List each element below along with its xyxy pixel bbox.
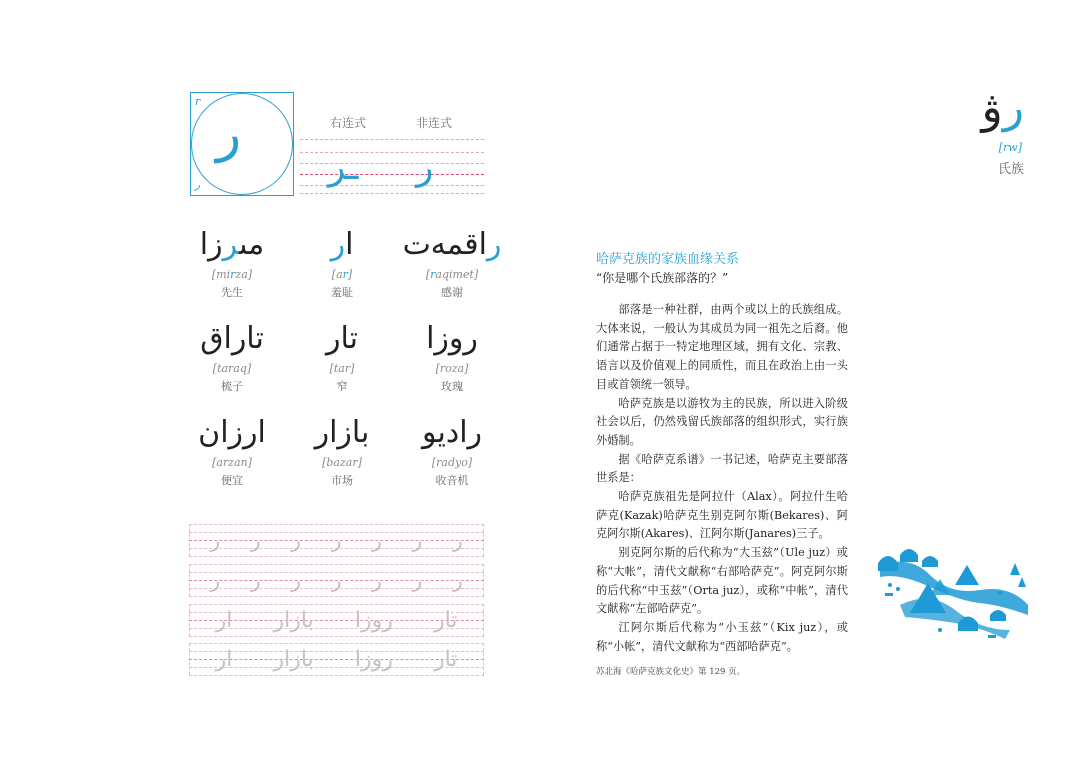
practice-glyph: ر [372, 528, 382, 552]
header-letter-base: ۋ [981, 82, 1003, 133]
vocab-word: مىرزا [199, 227, 265, 262]
vocab-meaning: 窄 [336, 380, 348, 393]
practice-strip-letters [189, 564, 484, 596]
practice-word: بازار [273, 607, 314, 633]
vocab-word: ارزان [198, 415, 266, 450]
vocab-latin: [arzan] [212, 456, 252, 469]
vocab-meaning: 市场 [331, 474, 353, 487]
vocab-word: راقمەت [402, 227, 502, 262]
practice-glyph: ر [291, 568, 301, 592]
vocab-word: تاراق [200, 321, 264, 356]
practice-glyph: ر [331, 528, 342, 552]
practice-word: تار [433, 607, 458, 633]
article-source: 苏北海《哈萨克族文化史》第 129 页。 [596, 667, 746, 677]
practice-word: روزا [354, 646, 393, 672]
practice-glyph: ر [291, 528, 301, 552]
header-letter-meaning: 氏族 [997, 162, 1024, 177]
header-letter-latin: [rw] [998, 141, 1022, 154]
letter-isolated-glyph: ر [216, 104, 242, 164]
vocab-word: تار [326, 321, 358, 356]
vocab-meaning: 先生 [221, 286, 243, 299]
vocab-item [172, 322, 292, 394]
vocab-latin: [tar] [329, 362, 355, 375]
practice-letter-row [195, 564, 478, 596]
article-paragraph: 部落是一种社群，由两个或以上的氏族组成。大体来说，一般认为其成员为同一祖先之后裔。他们通常占据于一特定地理区域，拥有文化、宗教、语言以及价值观上的同质性，而且在政治上由一头目或首领统一领导。 [596, 303, 848, 391]
practice-word: ار [215, 607, 233, 633]
article-subtitle: “你是哪个氏族部落的？” [596, 271, 729, 285]
vocab-item [282, 322, 402, 394]
vocab-item [172, 228, 292, 300]
vocab-item [392, 322, 512, 394]
practice-word: بازار [273, 646, 314, 672]
practice-word: ار [215, 646, 233, 672]
vocab-meaning: 梳子 [221, 380, 243, 393]
practice-glyph: ر [331, 568, 342, 592]
vocab-word: بازار [314, 415, 370, 450]
guide-line [300, 139, 484, 140]
vocab-item [172, 416, 292, 488]
vocab-meaning: 收音机 [435, 474, 469, 487]
practice-glyph: ر [250, 528, 261, 552]
guide-line [300, 193, 484, 194]
letter-corner-latin: r [195, 95, 201, 108]
right-join-form-glyph: ـر [328, 147, 359, 188]
vocab-latin: [raqimet] [425, 268, 479, 281]
vocab-meaning: 感谢 [441, 286, 463, 299]
practice-glyph: ر [372, 568, 382, 592]
vocab-latin: [mirza] [211, 268, 253, 281]
letter-circle [191, 93, 293, 195]
article-body [596, 301, 848, 656]
practice-word: روزا [354, 607, 393, 633]
practice-glyph: ر [412, 528, 423, 552]
nomad-camp-illustration [870, 535, 1030, 650]
vocab-latin: [radyo] [431, 456, 473, 469]
practice-word: تار [433, 646, 458, 672]
vocab-meaning: 玫瑰 [441, 380, 463, 393]
letter-corner-arabic: ر [195, 178, 201, 191]
vocab-word: راديو [421, 415, 483, 450]
vocab-meaning: 羞耻 [331, 286, 353, 299]
practice-glyph: ر [250, 568, 261, 592]
practice-glyph: ر [210, 568, 221, 592]
article-paragraph: 江阿尔斯后代称为“小玉兹”（Kix juz），或称“小帐”，清代文献称为“西部哈萨克”。 [596, 620, 848, 653]
vocab-word: ار [330, 227, 354, 262]
vocab-meaning: 便宜 [221, 474, 243, 487]
non-join-label: 非连式 [416, 116, 453, 130]
article-paragraph: 据《哈萨克系谱》一书记述，哈萨克主要部落世系是： [596, 452, 848, 485]
vocab-word: روزا [426, 321, 478, 356]
practice-glyph: ر [412, 568, 423, 592]
practice-strip-letters [189, 524, 484, 556]
vocab-item [392, 228, 512, 300]
article-title: 哈萨克族的家族血缘关系 [596, 252, 740, 267]
practice-glyph: ر [210, 528, 221, 552]
vocab-item [282, 228, 402, 300]
vocab-latin: [roza] [435, 362, 469, 375]
practice-glyph: ر [452, 528, 463, 552]
vocab-latin: [bazar] [322, 456, 362, 469]
header-letter-highlight: ر [1002, 82, 1024, 133]
practice-glyph: ر [452, 568, 463, 592]
non-join-form-glyph: ر [416, 147, 434, 188]
practice-letter-row [195, 524, 478, 556]
practice-strip-words [189, 643, 484, 675]
header-letter [981, 82, 1025, 133]
article-paragraph: 哈萨克族祖先是阿拉什（Alax）。阿拉什生哈萨克(Kazak)哈萨克生别克阿尔斯(Bekares)、阿克阿尔斯(Akares)、江阿尔斯(Janares)三子。 [596, 490, 848, 541]
practice-word-row [195, 643, 478, 675]
practice-word-row [195, 604, 478, 636]
article-paragraph: 别克阿尔斯的后代称为“大玉兹”（Ule juz）或称“大帐”，清代文献称“右部哈萨克”。阿克阿尔斯的后代称“中玉兹”（Orta juz），或称“中帐”，清代文献称“左部哈萨克”。 [596, 546, 848, 616]
vocab-latin: [taraq] [212, 362, 252, 375]
right-join-label: 右连式 [330, 116, 367, 130]
vocab-item [282, 416, 402, 488]
article-paragraph: 哈萨克族是以游牧为主的民族，所以进入阶级社会以后，仍然残留氏族部落的组织形式，实行族外婚制。 [596, 396, 848, 447]
vocab-item [392, 416, 512, 488]
vocab-latin: [ar] [331, 268, 353, 281]
practice-strip-words [189, 604, 484, 636]
